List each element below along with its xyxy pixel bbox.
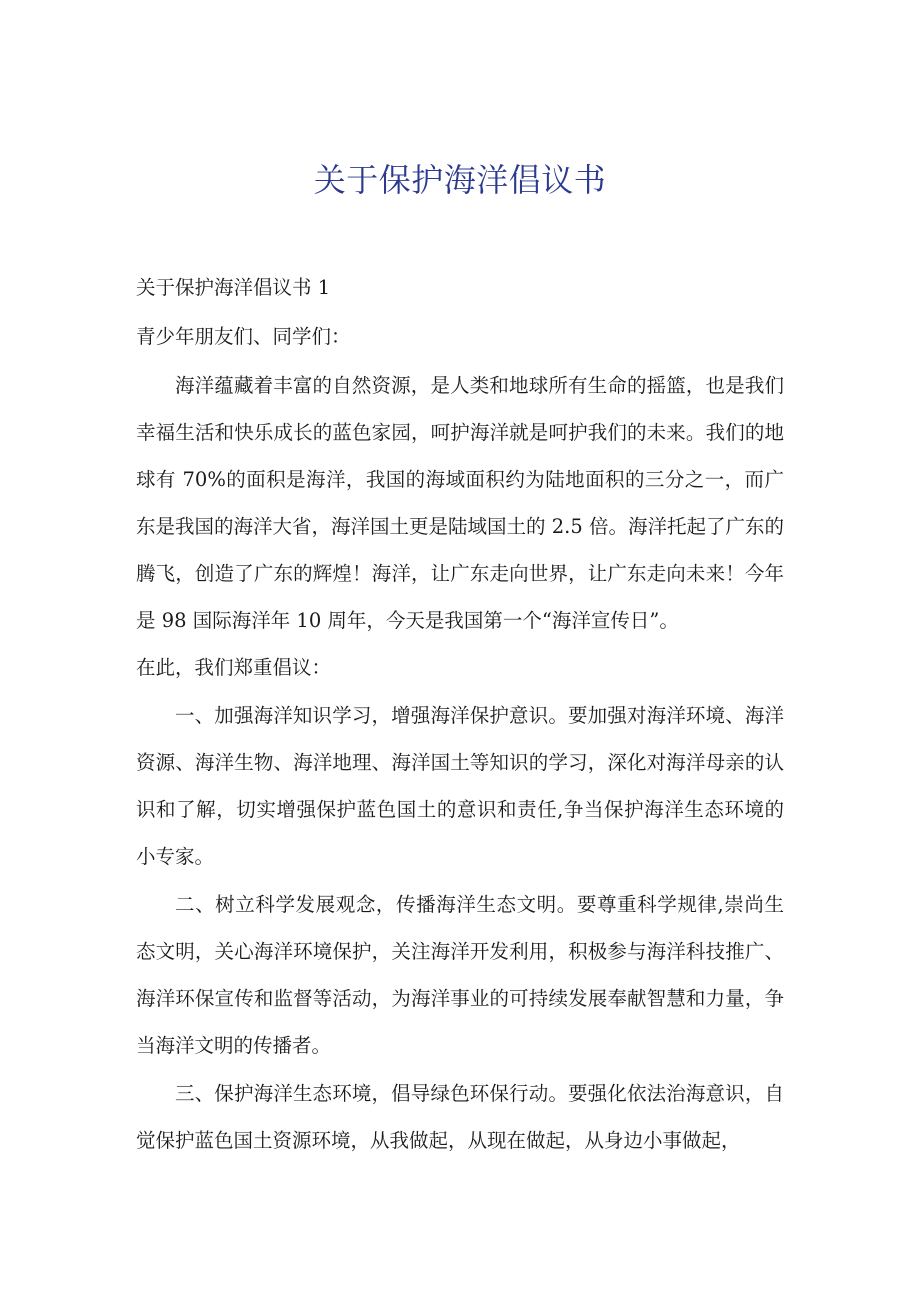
paragraph-initiative-1: 一、加强海洋知识学习，增强海洋保护意识。要加强对海洋环境、海洋资源、海洋生物、海洋地理、海洋国土等知识的学习，深化对海洋母亲的认识和了解，切实增强保护蓝色国土的意识和责任,争当保护海洋生态环境的小专家。 (136, 704, 784, 868)
paragraph-initiative-2: 二、树立科学发展观念，传播海洋生态文明。要尊重科学规律,崇尚生态文明，关心海洋环境保护，关注海洋开发利用，积极参与海洋科技推广、海洋环保宣传和监督等活动，为海洋事业的可持续发展奉献智慧和力量，争当海洋文明的传播者。 (136, 893, 784, 1057)
paragraph-intro: 海洋蕴藏着丰富的自然资源，是人类和地球所有生命的摇篮，也是我们幸福生活和快乐成长的蓝色家园，呵护海洋就是呵护我们的未来。我们的地球有 70%的面积是海洋，我国的海域面积约为陆地面积的三分之一，而广东是我国的海洋大省，海洋国土更是陆域国土的 2.5 倍。海洋托起了广东的腾飞，创造了广东的辉煌！海洋，让广东走向世界，让广东走向未来！今年是 98 国际海洋年 10 周年，今天是我国第一个“海洋宣传日”。 (136, 374, 784, 632)
document-body (136, 264, 784, 1164)
initiative-intro: 在此，我们郑重倡议： (136, 656, 332, 679)
paragraph-initiative-3: 三、保护海洋生态环境，倡导绿色环保行动。要强化依法治海意识，自觉保护蓝色国土资源环境，从我做起，从现在做起，从身边小事做起， (136, 1082, 784, 1152)
document-subtitle: 关于保护海洋倡议书 1 (136, 276, 331, 299)
document-title: 关于保护海洋倡议书 (313, 161, 607, 199)
salutation: 青少年朋友们、同学们： (136, 325, 351, 348)
